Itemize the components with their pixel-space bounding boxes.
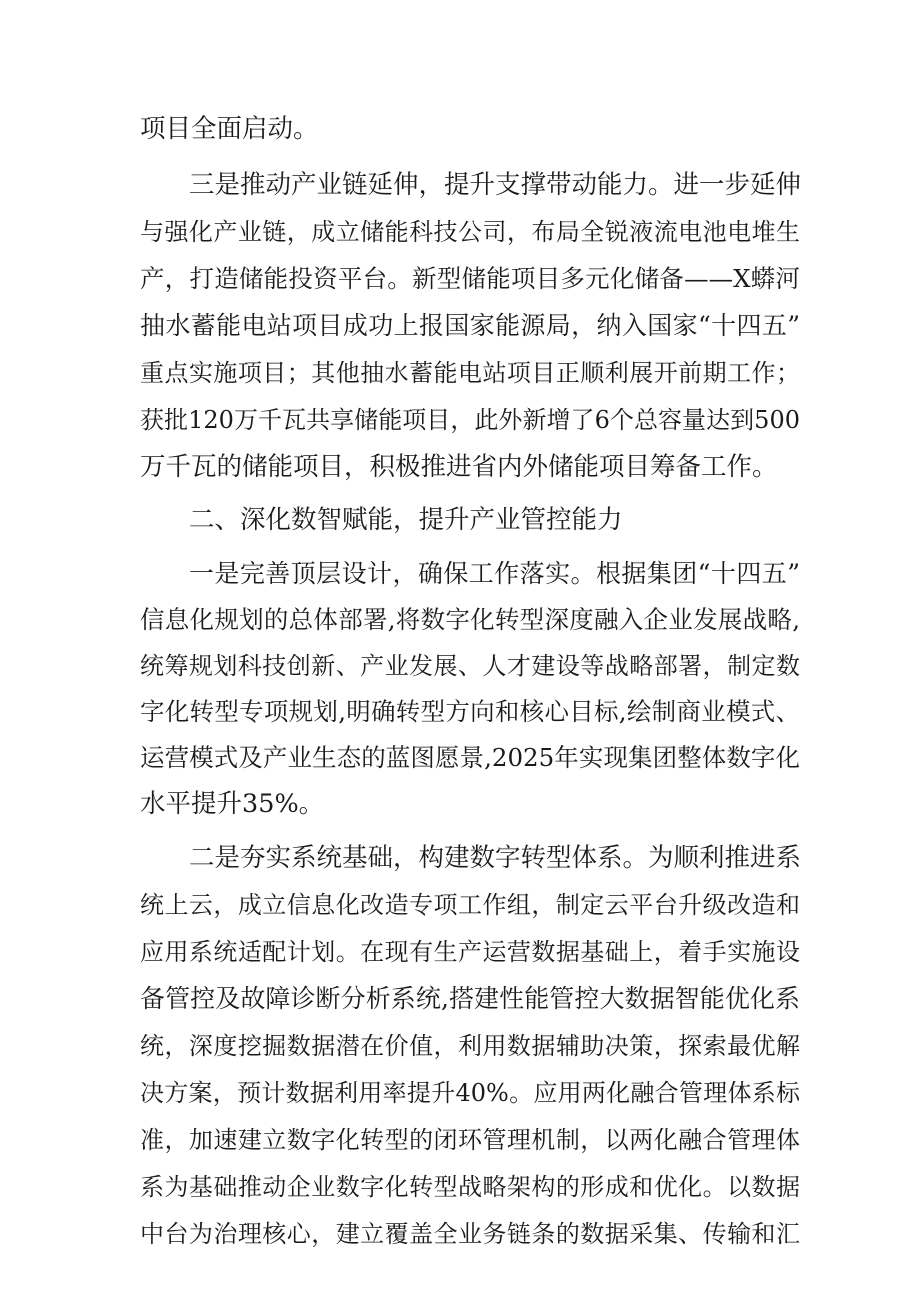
section-heading: 二、深化数智赋能，提升产业管控能力 bbox=[189, 505, 623, 535]
text-line: 准，加速建立数字化转型的闭环管理机制，以两化融合管理体 bbox=[140, 1126, 800, 1154]
text-line: 系为基础推动企业数字化转型战略架构的形成和优化。以数据 bbox=[140, 1173, 800, 1201]
text-line: 水平提升35%。 bbox=[140, 789, 325, 819]
text-line: 备管控及故障诊断分析系统,搭建性能管控大数据智能优化系 bbox=[140, 984, 800, 1013]
text-line: 决方案，预计数据利用率提升40%。应用两化融合管理体系标 bbox=[140, 1079, 800, 1107]
text-line: 中台为治理核心，建立覆盖全业务链条的数据采集、传输和汇 bbox=[140, 1220, 800, 1248]
text-line: 统上云，成立信息化改造专项工作组，制定云平台升级改造和 bbox=[140, 891, 800, 919]
text-line: 统筹规划科技创新、产业发展、人才建设等战略部署，制定数 bbox=[140, 652, 800, 680]
text-line: 统，深度挖掘数据潜在价值，利用数据辅助决策，探索最优解 bbox=[140, 1032, 800, 1060]
text-line: 项目全面启动。 bbox=[140, 114, 319, 144]
paragraph-first-line: 三是推动产业链延伸，提升支撑带动能力。进一步延伸 bbox=[189, 170, 802, 200]
text-line: 万千瓦的储能项目，积极推进省内外储能项目筹备工作。 bbox=[140, 452, 778, 482]
text-line: 字化转型专项规划,明确转型方向和核心目标,绘制商业模式、 bbox=[140, 697, 800, 726]
paragraph-first-line: 一是完善顶层设计，确保工作落实。根据集团“十四五” bbox=[189, 559, 800, 588]
text-line: 信息化规划的总体部署,将数字化转型深度融入企业发展战略, bbox=[140, 605, 800, 634]
text-line: 运营模式及产业生态的蓝图愿景,2025年实现集团整体数字化 bbox=[140, 743, 800, 772]
text-line: 与强化产业链，成立储能科技公司，布局全锐液流电池电堆生 bbox=[140, 218, 800, 246]
text-line: 应用系统适配计划。在现有生产运营数据基础上，着手实施设 bbox=[140, 938, 800, 966]
paragraph-first-line: 二是夯实系统基础，构建数字转型体系。为顺利推进系 bbox=[189, 843, 802, 873]
text-line: 重点实施项目；其他抽水蓄能电站项目正顺利展开前期工作； bbox=[140, 359, 800, 387]
text-line: 抽水蓄能电站项目成功上报国家能源局，纳入国家“十四五” bbox=[140, 311, 800, 340]
text-line: 获批120万千瓦共享储能项目，此外新增了6个总容量达到500 bbox=[140, 406, 800, 434]
text-line: 产，打造储能投资平台。新型储能项目多元化储备——X蟒河 bbox=[140, 264, 800, 293]
